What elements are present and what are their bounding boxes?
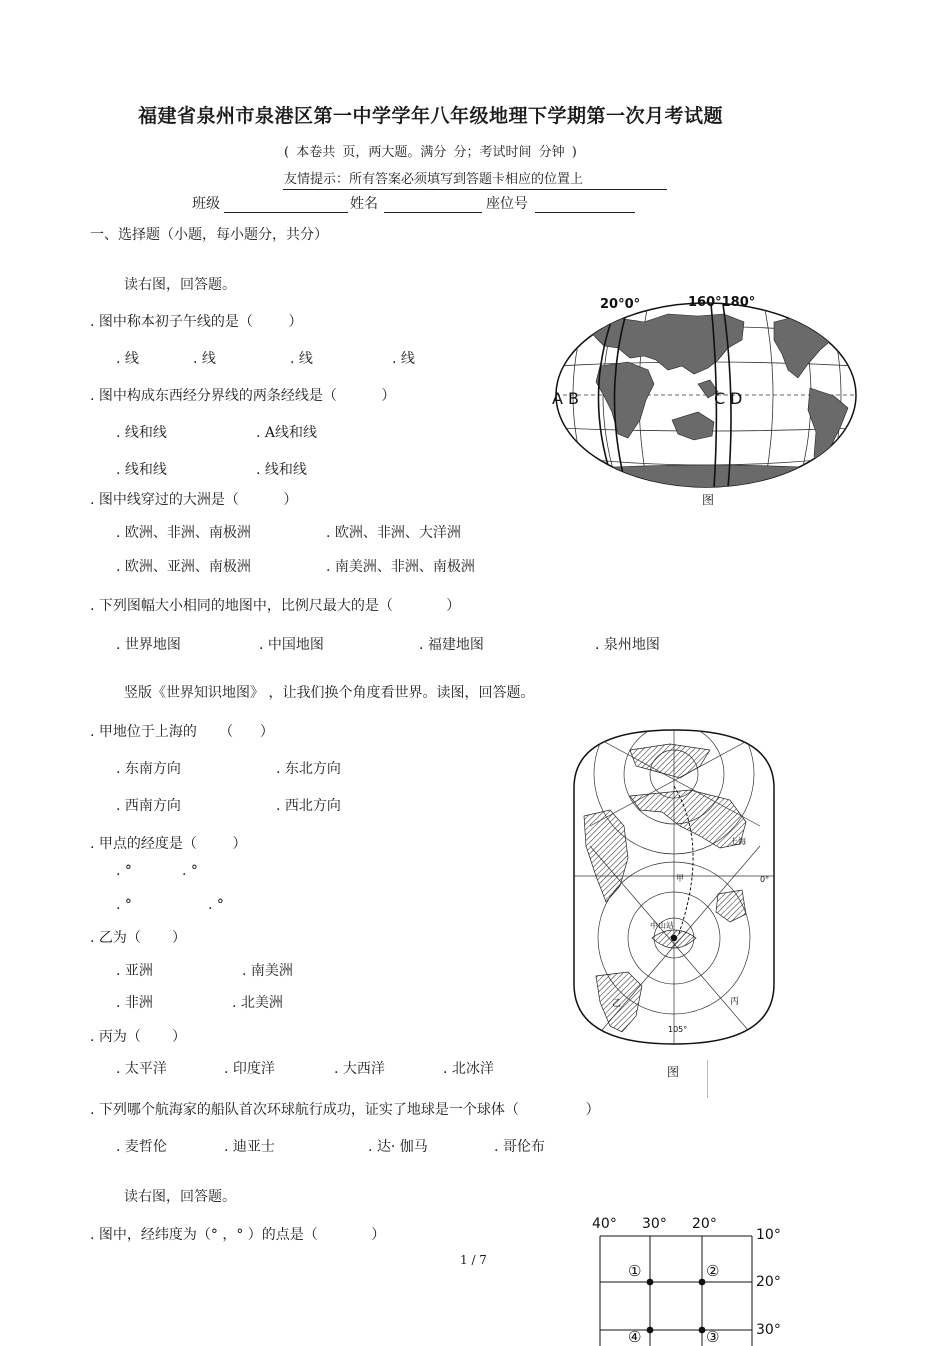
q9-option-c[interactable]: . 达· 伽马 [368,1139,428,1155]
q5-option-b[interactable]: . 东北方向 [276,761,341,777]
seat-field[interactable] [535,212,635,213]
q7-option-c[interactable]: . 非洲 [116,995,153,1011]
question-4: . 下列图幅大小相同的地图中，比例尺最大的是（ ） [90,598,461,614]
q1-option-c[interactable]: . 线 [290,351,313,367]
fig2-lon105: 105° [668,1025,688,1034]
q2-option-b[interactable]: . A线和线 [256,425,318,441]
question-9: . 下列哪个航海家的船队首次环球航行成功，证实了地球是一个球体（ ） [90,1102,600,1118]
fig3-top-30: 30° [642,1216,667,1232]
question-2: . 图中构成东西经分界线的两条经线是（ ） [90,388,396,404]
q2-option-a[interactable]: . 线和线 [116,425,167,441]
intro-text-2: 竖版《世界知识地图》 ，让我们换个角度看世界。读图，回答题。 [124,685,535,701]
q3-option-b[interactable]: . 欧洲、非洲、大洋洲 [326,525,461,541]
fig1-line-a: A [552,389,563,408]
q8-option-c[interactable]: . 大西洋 [334,1061,385,1077]
tip-underline [283,189,667,190]
q2-option-d[interactable]: . 线和线 [256,462,307,478]
q9-option-a[interactable]: . 麦哲伦 [116,1139,167,1155]
q4-option-c[interactable]: . 福建地图 [419,637,484,653]
question-1: . 图中称本初子午线的是（ ） [90,314,303,330]
fig3-right-10: 10° [756,1227,781,1243]
vertical-world-map-figure [570,726,778,1048]
q4-option-b[interactable]: . 中国地图 [259,637,324,653]
fig1-line-b: B [568,389,579,408]
q5-option-c[interactable]: . 西南方向 [116,798,181,814]
world-map-figure [548,288,866,494]
q4-option-a[interactable]: . 世界地图 [116,637,181,653]
q1-option-d[interactable]: . 线 [392,351,415,367]
page-title: 福建省泉州市泉港区第一中学学年八年级地理下学期第一次月考试题 [138,105,724,127]
q3-option-d[interactable]: . 南美洲、非洲、南极洲 [326,559,475,575]
fig3-point-3: ③ [706,1328,720,1346]
fig1-label-right: 160°180° [688,295,756,310]
figure1-caption: 图 [702,493,715,507]
question-5: . 甲地位于上海的 （ ） [90,724,274,740]
q7-option-d[interactable]: . 北美洲 [232,995,283,1011]
tip-text: 友情提示：所有答案必须填写到答题卡相应的位置上 [284,172,584,187]
exam-info: ( 本卷共 页，两大题。满分 分；考试时间 分钟 ) [284,145,577,160]
class-label: 班级 [192,196,220,212]
q6-option-a[interactable]: . ° [116,863,132,879]
question-10: . 图中，经纬度为（° ，° ）的点是（ ） [90,1227,386,1243]
fig3-top-40: 40° [592,1216,617,1232]
q7-option-b[interactable]: . 南美洲 [242,963,293,979]
class-field[interactable] [224,212,348,213]
q9-option-b[interactable]: . 迪亚士 [224,1139,275,1155]
fig2-yi: 乙 [612,999,622,1009]
intro-text-3: 读右图，回答题。 [124,1189,236,1205]
q4-option-d[interactable]: . 泉州地图 [595,637,660,653]
question-8: . 丙为（ ） [90,1029,187,1045]
intro-text: 读右图，回答题。 [124,277,236,293]
q7-option-a[interactable]: . 亚洲 [116,963,153,979]
q5-option-a[interactable]: . 东南方向 [116,761,181,777]
fig2-jia: 甲 [676,874,684,883]
question-7: . 乙为（ ） [90,930,187,946]
name-label: 姓名 [350,196,378,212]
fig1-line-d: D [730,389,743,408]
q1-option-a[interactable]: . 线 [116,351,139,367]
q8-option-d[interactable]: . 北冰洋 [443,1061,494,1077]
fig2-zhongshan: 中山站 [650,921,674,930]
q6-option-b[interactable]: . ° [182,863,198,879]
page-number: 1 / 7 [460,1253,487,1267]
question-6: . 甲点的经度是（ ） [90,836,247,852]
figure-divider [707,1060,708,1098]
seat-label: 座位号 [486,196,528,212]
q2-option-c[interactable]: . 线和线 [116,462,167,478]
grid-figure [588,1212,794,1346]
fig1-label-left: 20°0° [600,297,641,312]
fig2-zero: 0° [760,875,770,884]
q6-option-c[interactable]: . ° [116,897,132,913]
q8-option-a[interactable]: . 太平洋 [116,1061,167,1077]
name-field[interactable] [384,212,482,213]
question-3: . 图中线穿过的大洲是（ ） [90,492,298,508]
figure2-caption: 图 [667,1065,680,1079]
fig3-top-20: 20° [692,1216,717,1232]
q3-option-a[interactable]: . 欧洲、非洲、南极洲 [116,525,251,541]
fig1-line-c: C [714,389,726,408]
fig2-shanghai: 上海 [730,837,746,846]
fig3-right-20: 20° [756,1274,781,1290]
fig3-point-1: ① [628,1262,642,1280]
fig3-point-4: ④ [628,1328,642,1346]
q9-option-d[interactable]: . 哥伦布 [494,1139,545,1155]
q5-option-d[interactable]: . 西北方向 [276,798,341,814]
q8-option-b[interactable]: . 印度洋 [224,1061,275,1077]
q6-option-d[interactable]: . ° [208,897,224,913]
fig2-bing: 丙 [730,997,740,1007]
fig3-right-30: 30° [756,1322,781,1338]
fig3-point-2: ② [706,1262,720,1280]
q1-option-b[interactable]: . 线 [193,351,216,367]
section-heading: 一、选择题（小题，每小题分，共分） [90,227,328,243]
q3-option-c[interactable]: . 欧洲、亚洲、南极洲 [116,559,251,575]
